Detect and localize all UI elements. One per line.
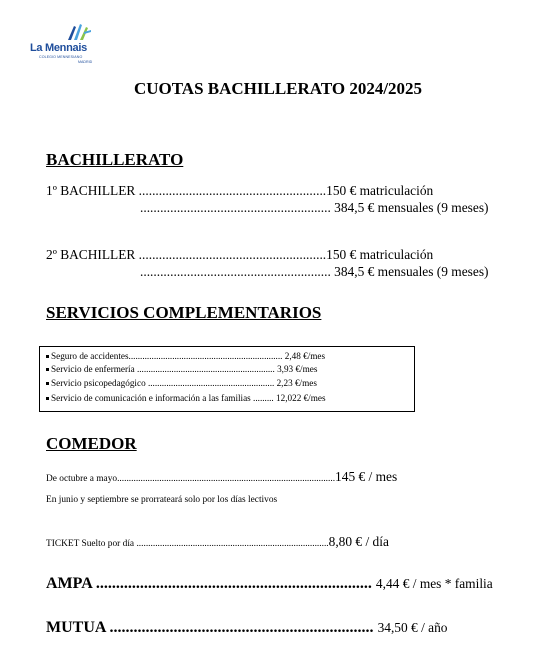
mutua-value: 34,50 € / año — [377, 620, 448, 635]
bachillerato-heading: BACHILLERATO — [46, 150, 184, 169]
school-logo — [30, 22, 100, 64]
servicio-item: Servicio psicopedagógico ....................................................... 2,23 €/mes — [46, 378, 317, 388]
logo-name: La Mennais — [30, 42, 87, 54]
mutua-line — [46, 619, 447, 637]
comedor-monthly-line — [46, 469, 397, 485]
comedor-note: En junio y septiembre se prorrateará solo por los días lectivos — [46, 495, 278, 505]
bachiller-2-fee-line: 2º BACHILLER ........................................................150 € matriculación — [46, 247, 434, 262]
ampa-label: AMPA ..................................................................... — [46, 575, 372, 592]
comedor-monthly-label: De octubre a mayo............................................................................................. — [46, 474, 336, 484]
servicios-heading: SERVICIOS COMPLEMENTARIOS — [46, 303, 322, 322]
bachiller-2-monthly-line: ......................................................... 384,5 € mensuales (9 meses) — [140, 264, 489, 279]
bachiller-1-monthly-line: ......................................................... 384,5 € mensuales (9 meses) — [140, 200, 489, 215]
page-title: CUOTAS BACHILLERATO 2024/2025 — [133, 79, 423, 98]
logo-subline: COLEGIO MENNESIANO — [39, 55, 83, 59]
servicio-item: Servicio de enfermería ............................................................ 3,93 €/mes — [46, 364, 317, 374]
comedor-monthly-value: 145 € / mes — [335, 469, 398, 484]
ampa-line — [46, 575, 493, 593]
bullet-icon — [46, 368, 49, 371]
bullet-icon — [46, 382, 49, 385]
logo-city: MADRID — [78, 60, 93, 64]
servicio-item: Seguro de accidentes................................................................... 2,48 €/mes — [46, 351, 325, 361]
servicios-box — [39, 346, 415, 412]
bullet-icon — [46, 355, 49, 358]
mutua-label: MUTUA .................................................................. — [46, 619, 374, 636]
comedor-heading: COMEDOR — [46, 434, 137, 453]
ticket-value: 8,80 € / día — [328, 534, 389, 549]
bachiller-1-fee-line: 1º BACHILLER ........................................................150 € matriculación — [46, 183, 434, 198]
logo-mark-icon — [64, 22, 92, 42]
ticket-line — [46, 534, 389, 550]
bullet-icon — [46, 397, 49, 400]
ampa-value: 4,44 € / mes * familia — [375, 576, 493, 591]
servicio-item: Servicio de comunicación e información a las familias ......... 12,022 €/mes — [46, 393, 326, 403]
ticket-label: TICKET Suelto por día .................................................................................. — [46, 539, 329, 549]
